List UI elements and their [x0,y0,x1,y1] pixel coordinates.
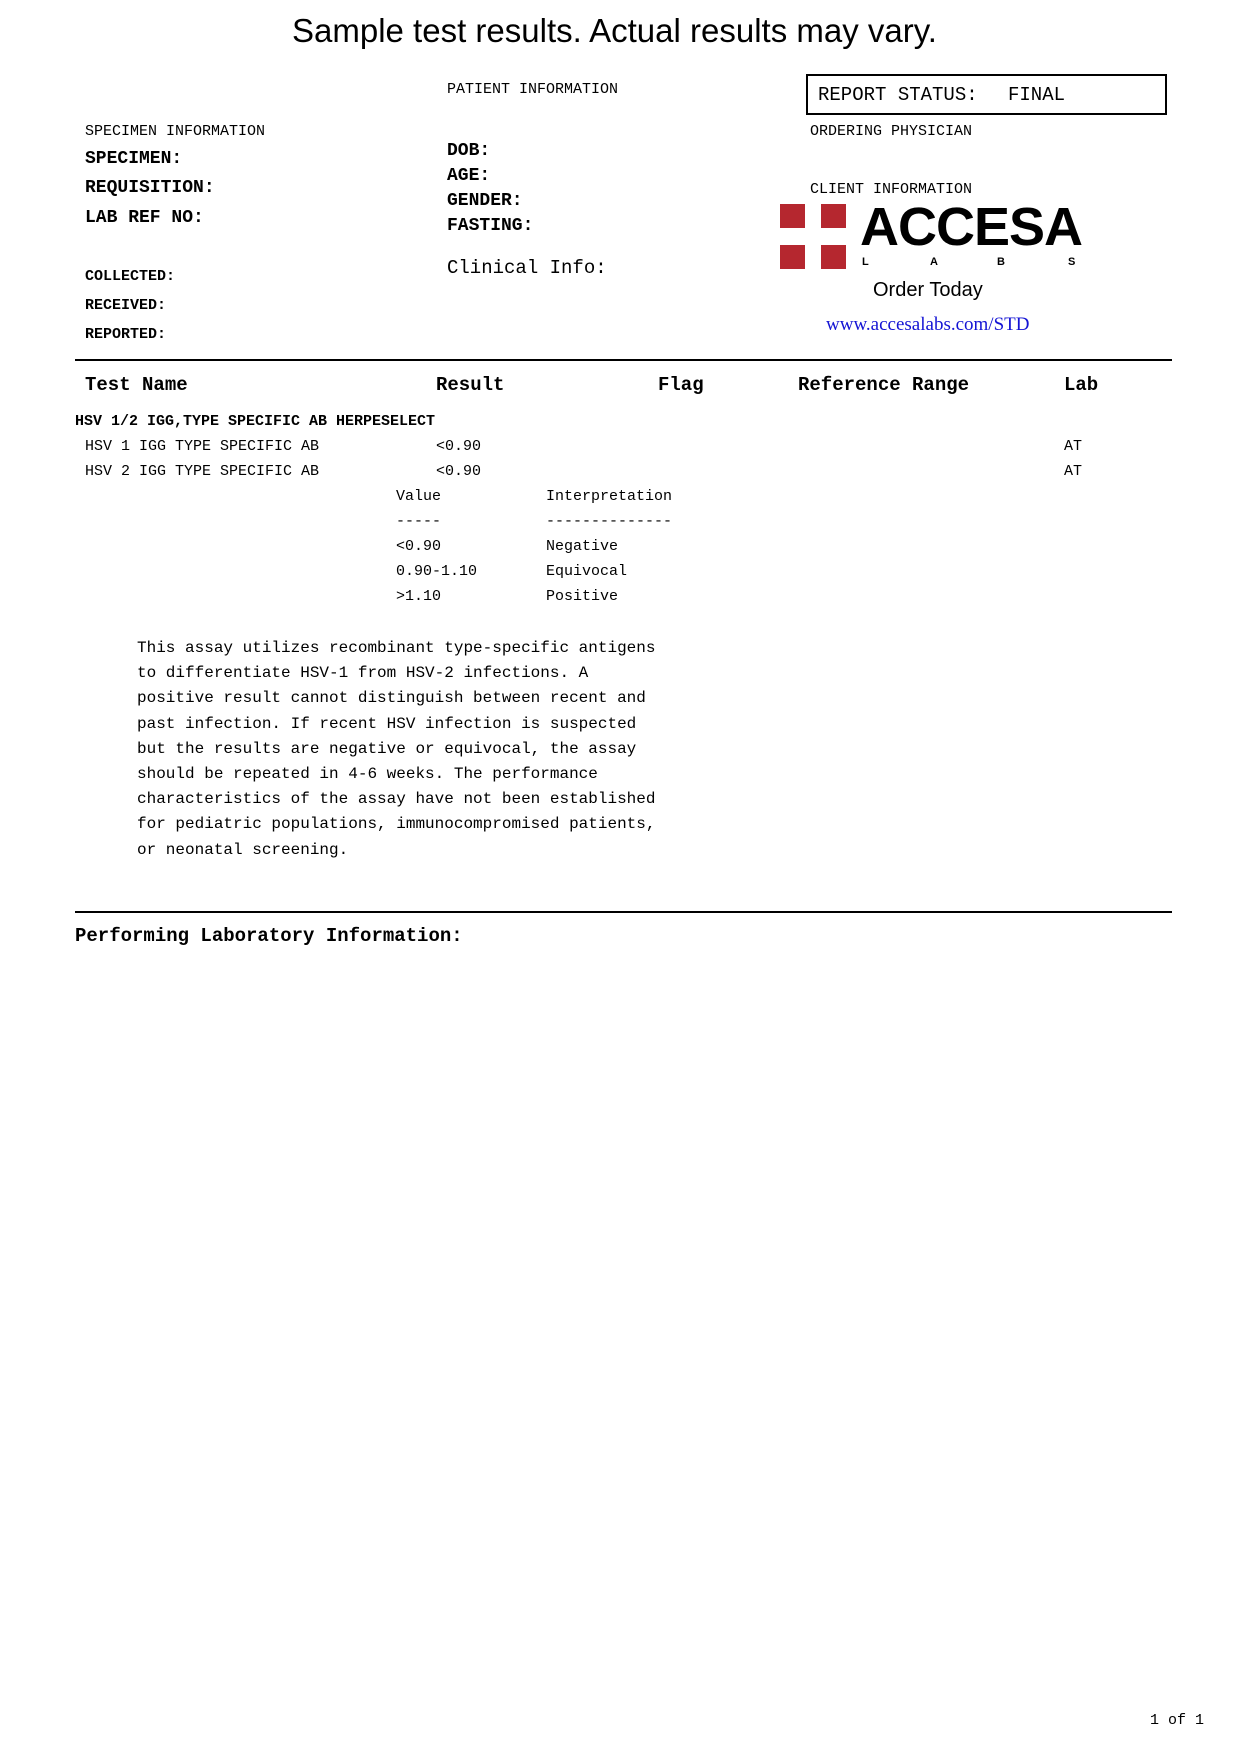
note-line: characteristics of the assay have not been established [137,790,656,809]
accesa-logo[interactable] [780,197,1083,274]
accesa-url-link[interactable]: www.accesalabs.com/STD [826,314,1030,335]
interp-value-underline: ----- [396,513,442,530]
clinical-info-label: Clinical Info: [447,257,607,279]
table-row-1-lab: AT [1064,438,1083,455]
logo-square-3 [780,245,805,269]
interp-row-2-interp: Equivocal [546,563,628,580]
header-divider [75,359,1172,361]
reported-label: REPORTED: [85,326,167,343]
logo-sub-s: S [1068,256,1076,268]
note-line: to differentiate HSV-1 from HSV-2 infections. A [137,664,589,683]
collected-label: COLLECTED: [85,268,176,285]
col-result: Result [436,374,505,396]
table-row-2-lab: AT [1064,463,1083,480]
interp-underline: -------------- [546,513,673,530]
ordering-physician-title: ORDERING PHYSICIAN [810,123,973,140]
col-lab: Lab [1064,374,1099,396]
footer-divider [75,911,1172,913]
patient-info-title: PATIENT INFORMATION [447,81,619,98]
col-reference-range: Reference Range [798,374,970,396]
interp-value-header: Value [396,488,442,505]
logo-square-4 [821,245,846,269]
performing-lab-title: Performing Laboratory Information: [75,925,463,947]
col-test-name: Test Name [85,374,188,396]
age-label: AGE: [447,166,491,186]
interp-row-3-value: >1.10 [396,588,442,605]
disclaimer: Sample test results. Actual results may vary. [292,12,937,49]
table-row-2-name: HSV 2 IGG TYPE SPECIFIC AB [85,463,320,480]
note-line: This assay utilizes recombinant type-specific antigens [137,639,656,657]
note-line: but the results are negative or equivocal, the assay [137,739,637,758]
interp-row-3-interp: Positive [546,588,619,605]
logo-square-1 [780,204,805,228]
interp-row-1-interp: Negative [546,538,619,555]
report-status-label: REPORT STATUS: [818,84,978,106]
table-row-1-result: <0.90 [436,438,482,455]
table-row-1-name: HSV 1 IGG TYPE SPECIFIC AB [85,438,320,455]
interp-header: Interpretation [546,488,673,505]
note-line: should be repeated in 4-6 weeks. The performance [137,765,598,784]
lab-ref-label: LAB REF NO: [85,208,204,228]
note-line: positive result cannot distinguish between recent and [137,689,646,708]
interp-row-1-value: <0.90 [396,538,442,555]
gender-label: GENDER: [447,191,523,211]
logo-sub-a: A [930,256,938,268]
client-info-title: CLIENT INFORMATION [810,181,973,198]
dob-label: DOB: [447,141,491,161]
received-label: RECEIVED: [85,297,167,314]
panel-title: HSV 1/2 IGG,TYPE SPECIFIC AB HERPESELECT [75,413,436,430]
table-row-2-result: <0.90 [436,463,482,480]
order-today-text: Order Today [873,279,983,301]
logo-brand: ACCESA [860,197,1083,257]
logo-sub-l: L [862,256,869,268]
specimen-info-title: SPECIMEN INFORMATION [85,123,266,140]
col-flag: Flag [658,374,704,396]
logo-sub-b: B [997,256,1005,268]
requisition-label: REQUISITION: [85,178,215,198]
note-line: or neonatal screening. [137,840,349,859]
interp-row-2-value: 0.90-1.10 [396,563,478,580]
page-number: 1 of 1 [1150,1712,1205,1729]
fasting-label: FASTING: [447,216,534,236]
assay-note [137,636,655,863]
specimen-label: SPECIMEN: [85,149,183,169]
logo-square-2 [821,204,846,228]
report-status-value: FINAL [1008,84,1066,106]
note-line: for pediatric populations, immunocompromised patients, [137,815,656,834]
note-line: past infection. If recent HSV infection is suspected [137,714,637,733]
